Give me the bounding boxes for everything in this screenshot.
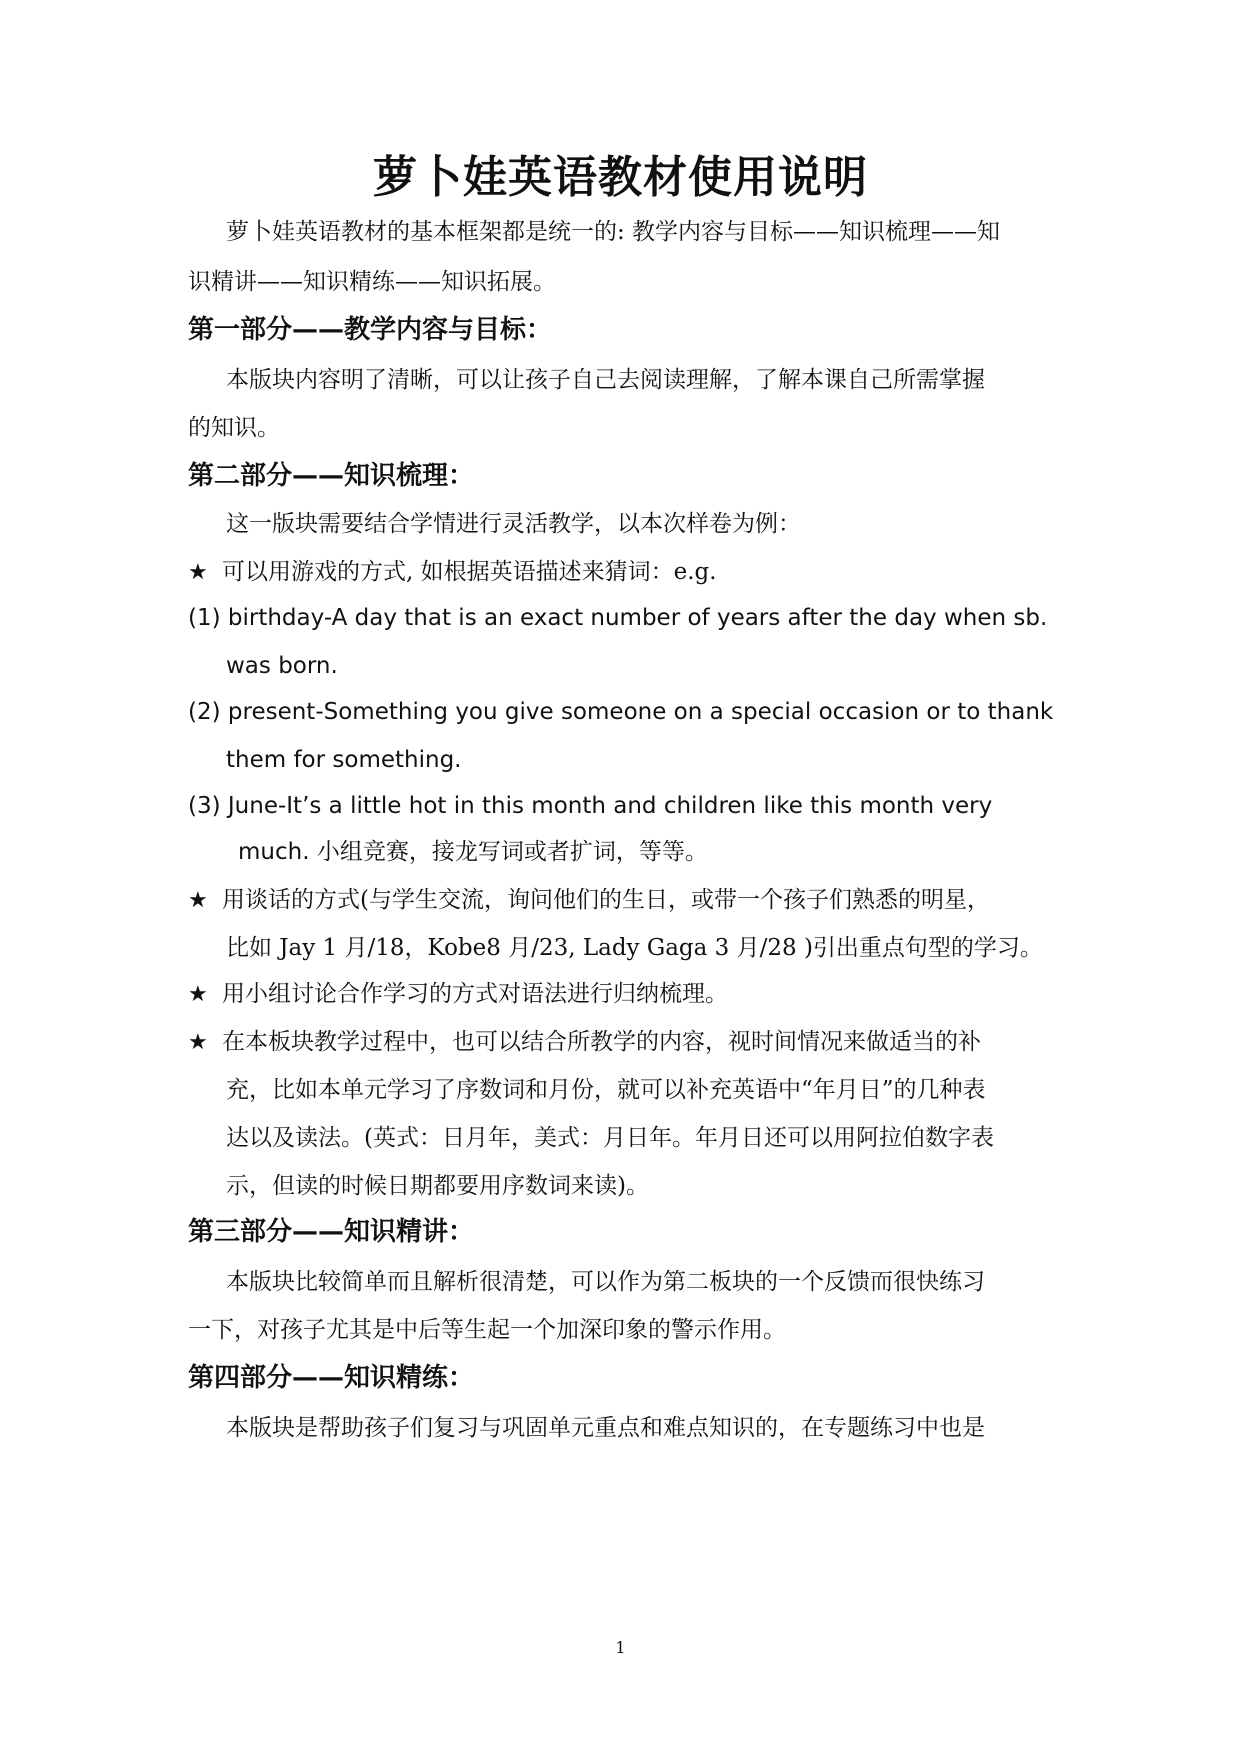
part3-heading: 第三部分——知识精讲： xyxy=(188,1217,475,1247)
bullet-4-line-1-text: 在本板块教学过程中，也可以结合所教学的内容，视时间情况来做适当的补 xyxy=(222,1029,981,1055)
bullet-1-text: 可以用游戏的方式, 如根据英语描述来猜词：e.g. xyxy=(222,559,717,585)
bullet-2-line-2: 比如 Jay 1 月/18，Kobe8 月/23, Lady Gaga 3 月/28 )引出重点句型的学习。 xyxy=(226,935,1043,961)
part4-line-1: 本版块是帮助孩子们复习与巩固单元重点和难点知识的，在专题练习中也是 xyxy=(226,1415,985,1441)
part2-intro: 这一版块需要结合学情进行灵活教学，以本次样卷为例： xyxy=(226,511,801,537)
part3-line-2: 一下，对孩子尤其是中后等生起一个加深印象的警示作用。 xyxy=(188,1317,786,1343)
part1-line-1: 本版块内容明了清晰，可以让孩子自己去阅读理解，了解本课自己所需掌握 xyxy=(226,367,985,393)
bullet-3 xyxy=(188,974,728,1015)
bullet-2-line-1-text: 用谈话的方式(与学生交流，询问他们的生日，或带一个孩子们熟悉的明星， xyxy=(222,887,990,913)
intro-line-2: 识精讲——知识精练——知识拓展。 xyxy=(188,269,556,295)
bullet-1 xyxy=(188,552,717,593)
star-icon: ★ xyxy=(188,982,208,1007)
item-1-line-1: (1) birthday-A day that is an exact number of years after the day when sb. xyxy=(188,605,1048,631)
star-icon: ★ xyxy=(188,1030,208,1055)
star-icon: ★ xyxy=(188,888,208,913)
part3-line-1: 本版块比较简单而且解析很清楚，可以作为第二板块的一个反馈而很快练习 xyxy=(226,1269,985,1295)
bullet-4-line-4: 示，但读的时候日期都要用序数词来读)。 xyxy=(226,1173,649,1199)
item-2-line-1: (2) present-Something you give someone on a special occasion or to thank xyxy=(188,699,1054,725)
bullet-3-text: 用小组讨论合作学习的方式对语法进行归纳梳理。 xyxy=(222,981,728,1007)
part1-line-2: 的知识。 xyxy=(188,415,280,441)
bullet-2-line-1 xyxy=(188,880,990,921)
intro-line-1: 萝卜娃英语教材的基本框架都是统一的: 教学内容与目标——知识梳理——知 xyxy=(226,219,1001,245)
item-1-line-2: was born. xyxy=(226,653,338,679)
item-2-line-2: them for something. xyxy=(226,747,462,773)
item-3-line-2-cn: 小组竞赛，接龙写词或者扩词，等等。 xyxy=(316,839,708,865)
item-3-line-1: (3) June-It’s a little hot in this month and children like this month very xyxy=(188,793,993,819)
star-icon: ★ xyxy=(188,560,208,585)
bullet-4-line-1 xyxy=(188,1022,981,1063)
part1-heading: 第一部分——教学内容与目标： xyxy=(188,315,553,345)
part2-heading: 第二部分——知识梳理： xyxy=(188,461,475,491)
item-3-line-2-en: much. xyxy=(238,839,310,865)
bullet-4-line-3: 达以及读法。(英式：日月年，美式：月日年。年月日还可以用阿拉伯数字表 xyxy=(226,1125,994,1151)
document-title: 萝卜娃英语教材使用说明 xyxy=(373,152,868,203)
page-number: 1 xyxy=(615,1638,626,1657)
item-3-line-2 xyxy=(238,832,708,872)
bullet-4-line-2: 充，比如本单元学习了序数词和月份，就可以补充英语中“年月日”的几种表 xyxy=(226,1077,986,1103)
part4-heading: 第四部分——知识精练： xyxy=(188,1363,475,1393)
